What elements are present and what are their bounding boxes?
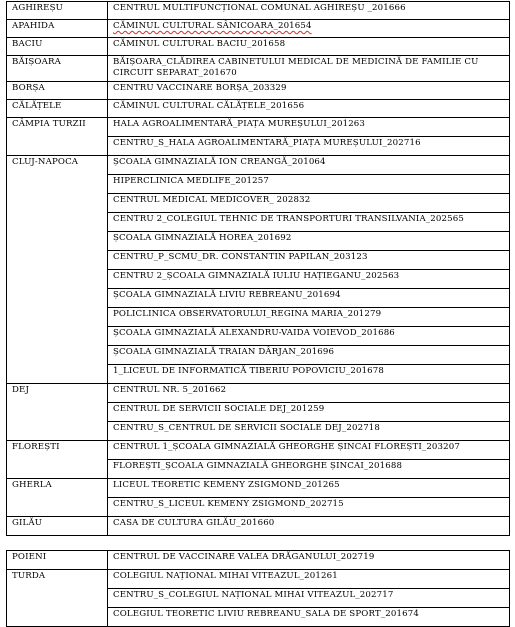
centers-table-lower [6, 550, 510, 627]
center-cell: CENTRUL MEDICAL MEDICOVER_ 202832 [108, 194, 510, 213]
center-cell: ȘCOALA GIMNAZIALĂ LIVIU REBREANU_201694 [108, 289, 510, 308]
table-row [7, 570, 510, 589]
center-cell: CENTRUL DE SERVICII SOCIALE DEJ_201259 [108, 403, 510, 422]
vaccination-centers-document [6, 1, 510, 627]
table-row [7, 100, 510, 118]
centers-table-upper [6, 1, 510, 536]
center-cell: ȘCOALA GIMNAZIALĂ ALEXANDRU-VAIDA VOIEVOD_201686 [108, 327, 510, 346]
center-cell: CENTRU 2_COLEGIUL TEHNIC DE TRANSPORTURI TRANSILVANIA_202565 [108, 213, 510, 232]
locality-cell: CÂMPIA TURZII [7, 118, 108, 156]
table-gap [6, 536, 510, 550]
table-row [7, 82, 510, 100]
locality-cell: GHERLA [7, 479, 108, 517]
locality-cell: BĂIȘOARA [7, 56, 108, 82]
center-cell: COLEGIUL NAȚIONAL MIHAI VITEAZUL_201261 [108, 570, 510, 589]
center-cell: BĂIȘOARA_CLĂDIREA CABINETULUI MEDICAL DE MEDICINĂ DE FAMILIE CU CIRCUIT SEPARAT_201670 [108, 56, 510, 82]
table-row [7, 156, 510, 175]
center-cell: CENTRUL NR. 5_201662 [108, 384, 510, 403]
locality-cell: FLOREȘTI [7, 441, 108, 479]
center-cell: LICEUL TEORETIC KEMENY ZSIGMOND_201265 [108, 479, 510, 498]
table-row [7, 38, 510, 56]
center-cell: 1_LICEUL DE INFORMATICĂ TIBERIU POPOVICIU_201678 [108, 365, 510, 384]
center-cell: CENTRU_S_COLEGIUL NAȚIONAL MIHAI VITEAZUL_202717 [108, 589, 510, 608]
table-row [7, 551, 510, 570]
locality-cell: DEJ [7, 384, 108, 441]
center-cell: HIPERCLINICA MEDLIFE_201257 [108, 175, 510, 194]
table-row [7, 479, 510, 498]
center-cell: CĂMINUL CULTURAL BACIU_201658 [108, 38, 510, 56]
center-cell: CENTRU 2_ȘCOALA GIMNAZIALĂ IULIU HAȚIEGANU_202563 [108, 270, 510, 289]
locality-cell: CĂLĂȚELE [7, 100, 108, 118]
table-row [7, 2, 510, 20]
center-cell [108, 20, 510, 38]
center-cell: ȘCOALA GIMNAZIALĂ TRAIAN DÂRJAN_201696 [108, 346, 510, 365]
table-row [7, 384, 510, 403]
table-row [7, 56, 510, 82]
center-cell: CĂMINUL CULTURAL CĂLĂȚELE_201656 [108, 100, 510, 118]
center-cell: ȘCOALA GIMNAZIALĂ HOREA_201692 [108, 232, 510, 251]
center-cell: CASA DE CULTURA GILĂU_201660 [108, 517, 510, 536]
locality-cell: TURDA [7, 570, 108, 627]
locality-cell: GILĂU [7, 517, 108, 536]
center-cell: CENTRU_S_CENTRUL DE SERVICII SOCIALE DEJ_202718 [108, 422, 510, 441]
center-cell: CENTRU_S_HALA AGROALIMENTARĂ_PIAȚA MUREȘULUI_202716 [108, 137, 510, 156]
locality-cell: BACIU [7, 38, 108, 56]
center-cell: CENTRUL 1_ȘCOALA GIMNAZIALĂ GHEORGHE ȘINCAI FLOREȘTI_203207 [108, 441, 510, 460]
locality-cell: CLUJ-NAPOCA [7, 156, 108, 384]
table-row [7, 20, 510, 38]
center-cell: HALA AGROALIMENTARĂ_PIAȚA MUREȘULUI_201263 [108, 118, 510, 137]
locality-cell: AGHIREȘU [7, 2, 108, 20]
spellcheck-flagged-text: CĂMINUL CULTURAL SÂNICOARA_201654 [113, 21, 312, 31]
center-cell: COLEGIUL TEORETIC LIVIU REBREANU_SALA DE SPORT_201674 [108, 608, 510, 627]
center-cell: FLOREȘTI_ȘCOALA GIMNAZIALĂ GHEORGHE ȘINCAI_201688 [108, 460, 510, 479]
center-cell: CENTRU_S_LICEUL KEMENY ZSIGMOND_202715 [108, 498, 510, 517]
table-row [7, 118, 510, 137]
locality-cell: POIENI [7, 551, 108, 570]
center-cell: CENTRU VACCINARE BORȘA_203329 [108, 82, 510, 100]
center-cell: POLICLINICA OBSERVATORULUI_REGINA MARIA_201279 [108, 308, 510, 327]
center-cell: ȘCOALA GIMNAZIALĂ ION CREANGĂ_201064 [108, 156, 510, 175]
locality-cell: APAHIDA [7, 20, 108, 38]
center-cell: CENTRUL MULTIFUNCȚIONAL COMUNAL AGHIREȘU _201666 [108, 2, 510, 20]
locality-cell: BORȘA [7, 82, 108, 100]
center-cell: CENTRUL DE VACCINARE VALEA DRĂGANULUI_202719 [108, 551, 510, 570]
center-cell: CENTRU_P_SCMU_DR. CONSTANTIN PAPILAN_203123 [108, 251, 510, 270]
table-row [7, 441, 510, 460]
table-row [7, 517, 510, 536]
